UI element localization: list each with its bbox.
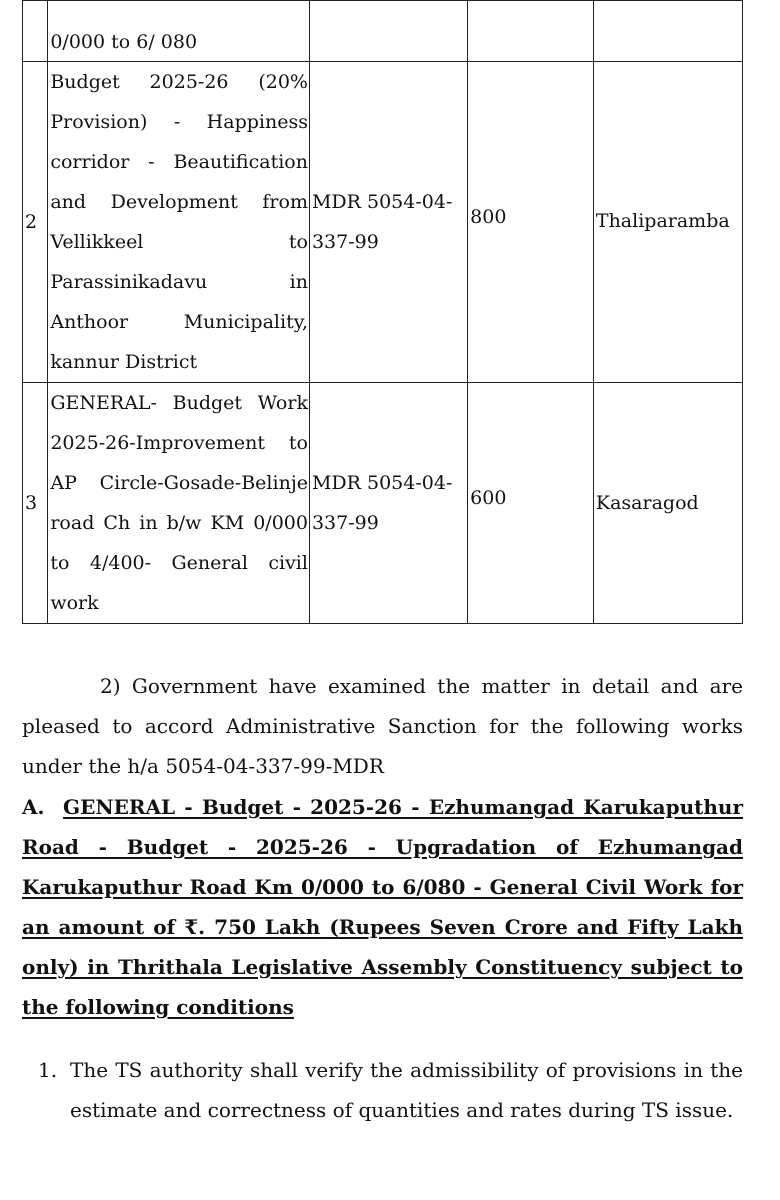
office-cell [593,1,742,62]
table-row [23,383,743,624]
condition-text: The TS authority shall verify the admissibility of provisions in the estimate and correctness of quantities and rates during TS issue. [70,1058,743,1122]
section-a-text: GENERAL - Budget - 2025-26 - Ezhumangad Karukaputhur Road - Budget - 2025-26 - Upgradation of Ezhumangad Karukaputhur Road Km 0/000 to 6/080 - General Civil Work for an amount of ₹. 750 Lakh (Rupees Seven Crore and Fifty Lakh only) in Thrithala Legislative Assembly Constituency subject to the following conditions [22,795,743,1019]
paragraph-2: 2) Government have examined the matter in detail and are pleased to accord Administrative Sanction for the following works under the h/a 5054-04-337-99-MDR [22,674,743,778]
section-a-label: A. [22,795,45,819]
works-table [22,0,743,624]
section-a-heading [22,787,743,1027]
work-description: GENERAL- Budget Work 2025-26-Improvement to AP Circle-Gosade-Belinje road Ch in b/w KM 0/000 to 4/400- General civil work [50,392,308,614]
amount-cell [468,1,594,62]
work-description: 0/000 to 6/ 080 [50,31,198,53]
table-row [23,62,743,383]
amount: 800 [468,62,594,383]
work-description-cell [48,1,310,62]
amount: 600 [468,383,594,624]
work-description-cell [48,62,310,383]
head-of-account: MDR 5054-04-337-99 [309,383,467,624]
work-description: Budget 2025-26 (20% Provision) - Happiness corridor - Beautification and Development from Vellikkeel to Parassinikadavu in Anthoor Municipality, kannur District [50,71,308,373]
office: Thaliparamba [593,62,742,383]
condition-number: 1. [38,1058,58,1082]
row-number: 2 [23,62,48,383]
work-description-cell [48,383,310,624]
row-number-cell [23,1,48,62]
head-of-account-cell [309,1,467,62]
row-number: 3 [23,383,48,624]
head-of-account: MDR 5054-04-337-99 [309,62,467,383]
condition-item [38,1050,743,1130]
table-row [23,1,743,62]
office: Kasaragod [593,383,742,624]
